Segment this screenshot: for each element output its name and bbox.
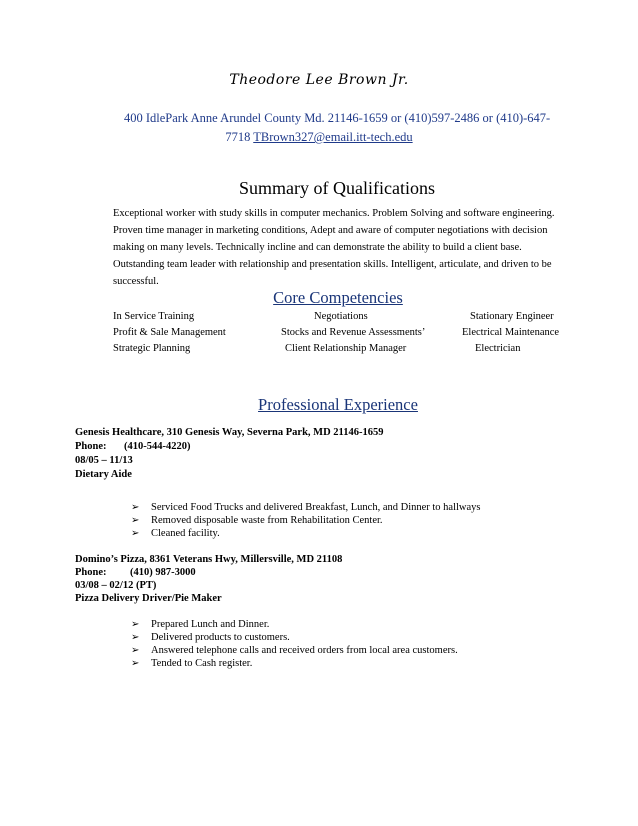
list-item-text: Cleaned facility. xyxy=(151,528,220,539)
summary-heading: Summary of Qualifications xyxy=(239,178,435,198)
competency-item: Stocks and Revenue Assessments’ xyxy=(281,327,426,338)
competency-item: Profit & Sale Management xyxy=(113,327,226,338)
job-dates: 03/08 – 02/12 (PT) xyxy=(75,580,157,591)
competency-item: Stationary Engineer xyxy=(470,311,554,322)
list-item xyxy=(131,528,220,539)
competency-item: Strategic Planning xyxy=(113,343,191,354)
job-company: Domino’s Pizza, 8361 Veterans Hwy, Millersville, MD 21108 xyxy=(75,554,343,565)
competency-item: Client Relationship Manager xyxy=(285,343,407,354)
list-item xyxy=(131,645,458,656)
arrow-bullet-icon: ➢ xyxy=(131,632,140,643)
job-company: Genesis Healthcare, 310 Genesis Way, Severna Park, MD 21146-1659 xyxy=(75,427,384,438)
address-line-2 xyxy=(0,130,638,145)
job-phone: (410) 987-3000 xyxy=(130,567,196,578)
summary-text: Exceptional worker with study skills in computer mechanics. Problem Solving and software engineering. Proven time manager in marketing conditions, Adept and aware of computer negotiations with decision making on many levels. Technically incline and can demonstrate the ability to build a client base. Outstanding team leader with relationship and presentation skills. Intelligent, articulate, and driven to be successful. xyxy=(113,208,555,287)
competency-item: In Service Training xyxy=(113,311,195,322)
competency-item: Electrical Maintenance xyxy=(462,327,560,338)
phone-continuation: 7718 xyxy=(225,130,254,144)
arrow-bullet-icon: ➢ xyxy=(131,619,140,630)
list-item-text: Removed disposable waste from Rehabilitation Center. xyxy=(151,515,383,526)
list-item-text: Delivered products to customers. xyxy=(151,632,290,643)
job-dates: 08/05 – 11/13 xyxy=(75,455,133,466)
arrow-bullet-icon: ➢ xyxy=(131,502,140,513)
list-item xyxy=(131,632,290,643)
core-competencies-heading: Core Competencies xyxy=(273,288,403,307)
competency-item: Negotiations xyxy=(314,311,368,322)
address-line-1: 400 IdlePark Anne Arundel County Md. 21146-1659 or (410)597-2486 or (410)-647- xyxy=(124,111,551,125)
job-phone: (410-544-4220) xyxy=(124,441,191,452)
arrow-bullet-icon: ➢ xyxy=(131,528,140,539)
list-item xyxy=(131,515,383,526)
email-link[interactable]: TBrown327@email.itt-tech.edu xyxy=(253,130,413,144)
list-item xyxy=(131,658,252,669)
list-item-text: Tended to Cash register. xyxy=(151,658,253,669)
job-title: Pizza Delivery Driver/Pie Maker xyxy=(75,593,222,604)
job-title: Dietary Aide xyxy=(75,469,132,480)
list-item xyxy=(131,619,269,630)
competency-item: Electrician xyxy=(475,343,521,354)
arrow-bullet-icon: ➢ xyxy=(131,515,140,526)
arrow-bullet-icon: ➢ xyxy=(131,645,140,656)
list-item-text: Serviced Food Trucks and delivered Breakfast, Lunch, and Dinner to hallways xyxy=(151,502,481,513)
job-phone-label: Phone: xyxy=(75,567,107,578)
list-item xyxy=(131,502,481,513)
list-item-text: Prepared Lunch and Dinner. xyxy=(151,619,270,630)
arrow-bullet-icon: ➢ xyxy=(131,658,140,669)
applicant-name: Theodore Lee Brown Jr. xyxy=(229,72,409,88)
professional-experience-heading: Professional Experience xyxy=(258,395,418,414)
list-item-text: Answered telephone calls and received orders from local area customers. xyxy=(151,645,458,656)
job-phone-label: Phone: xyxy=(75,441,107,452)
